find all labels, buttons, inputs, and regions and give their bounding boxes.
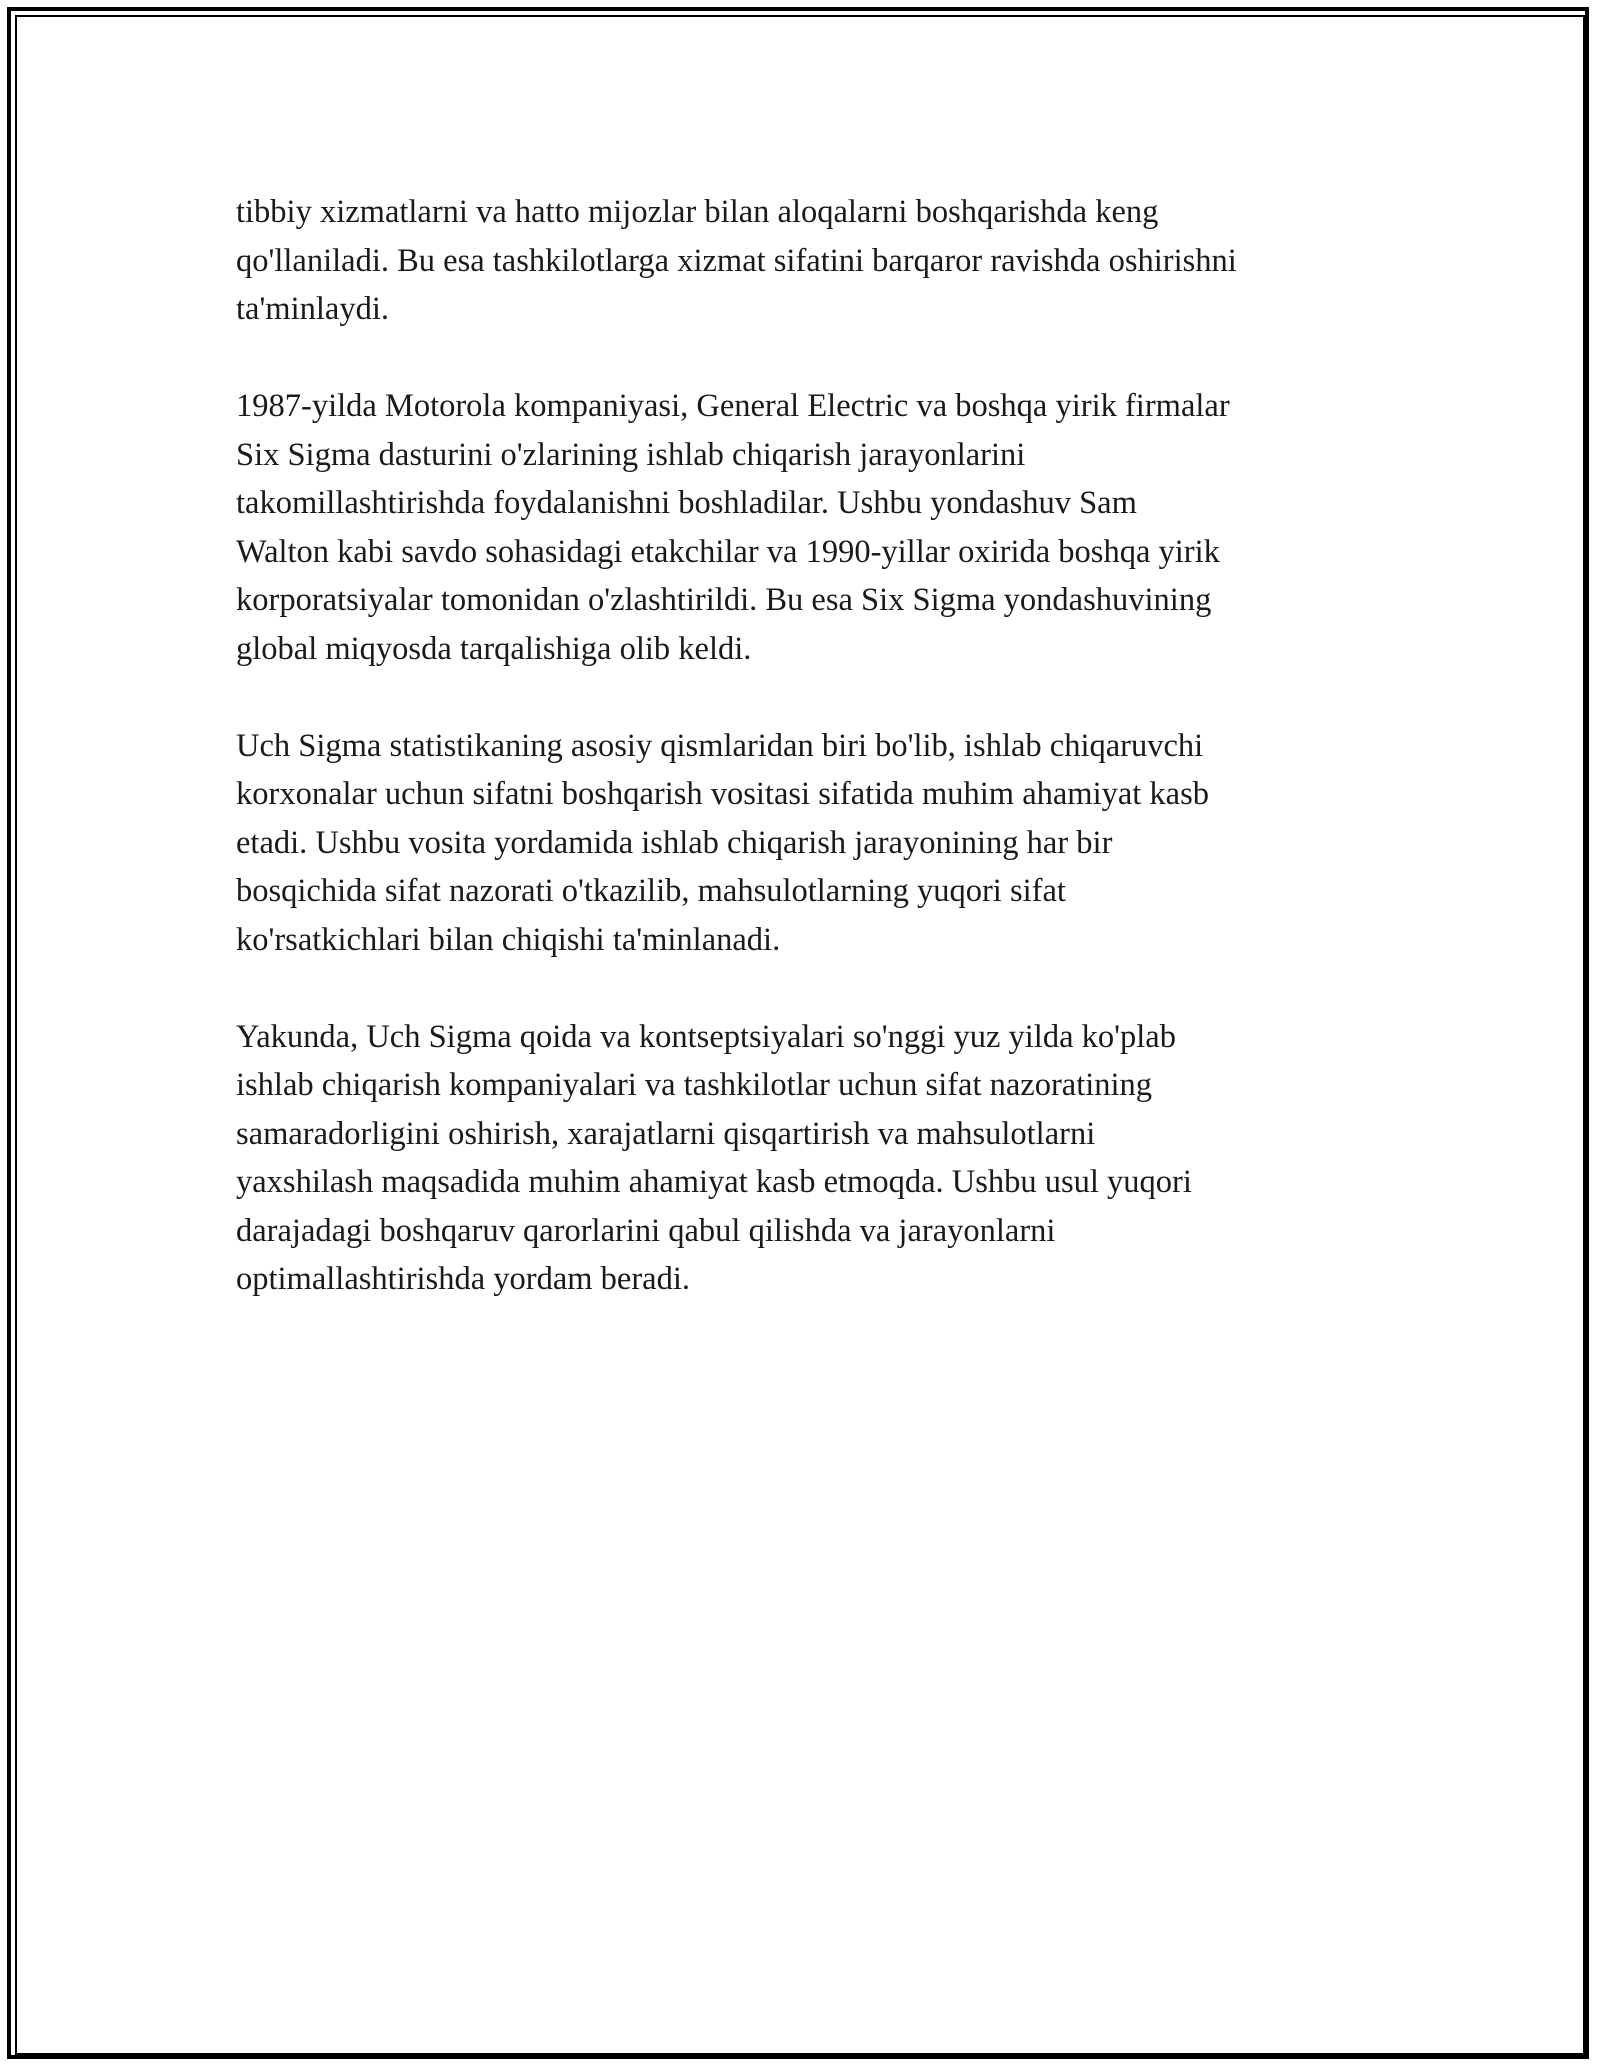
paragraph-conclusion: Yakunda, Uch Sigma qoida va kontseptsiyalari so'nggi yuz yilda ko'plab ishlab chiqarish kompaniyalari va tashkilotlar uchun sifat nazoratining samaradorligini oshirish, xarajatlarni qisqartirish va mahsulotlarni yaxshilash maqsadida muhim ahamiyat kasb etmoqda. Ushbu usul yuqori darajadagi boshqaruv qarorlarini qabul qilishda va jarayonlarni optimallashtirishda yordam beradi. [236, 1018, 1192, 1297]
paragraph-service-quality: tibbiy xizmatlarni va hatto mijozlar bilan aloqalarni boshqarishda keng qo'llaniladi. Bu esa tashkilotlarga xizmat sifatini barqaror ravishda oshirishni ta'minlaydi. [236, 194, 1237, 327]
paragraph-three-sigma-statistics: Uch Sigma statistikaning asosiy qismlaridan biri bo'lib, ishlab chiqaruvchi korxonalar uchun sifatni boshqarish vositasi sifatida muhim ahamiyat kasb etadi. Ushbu vosita yordamida ishlab chiqarish jarayonining har bir bosqichida sifat nazorati o'tkazilib, mahsulotlarning yuqori sifat ko'rsatkichlari bilan chiqishi ta'minlanadi. [236, 727, 1210, 958]
paragraph-six-sigma-history: 1987-yilda Motorola kompaniyasi, General Electric va boshqa yirik firmalar Six Sigma dasturini o'zlarining ishlab chiqarish jarayonlarini takomillashtirishda foydalanishni boshladilar. Ushbu yondashuv Sam Walton kabi savdo sohasidagi etakchilar va 1990-yillar oxirida boshqa yirik korporatsiyalar tomonidan o'zlashtirildi. Bu esa Six Sigma yondashuvining global miqyosda tarqalishiga olib keldi. [236, 388, 1230, 667]
document-body [236, 188, 1396, 1352]
